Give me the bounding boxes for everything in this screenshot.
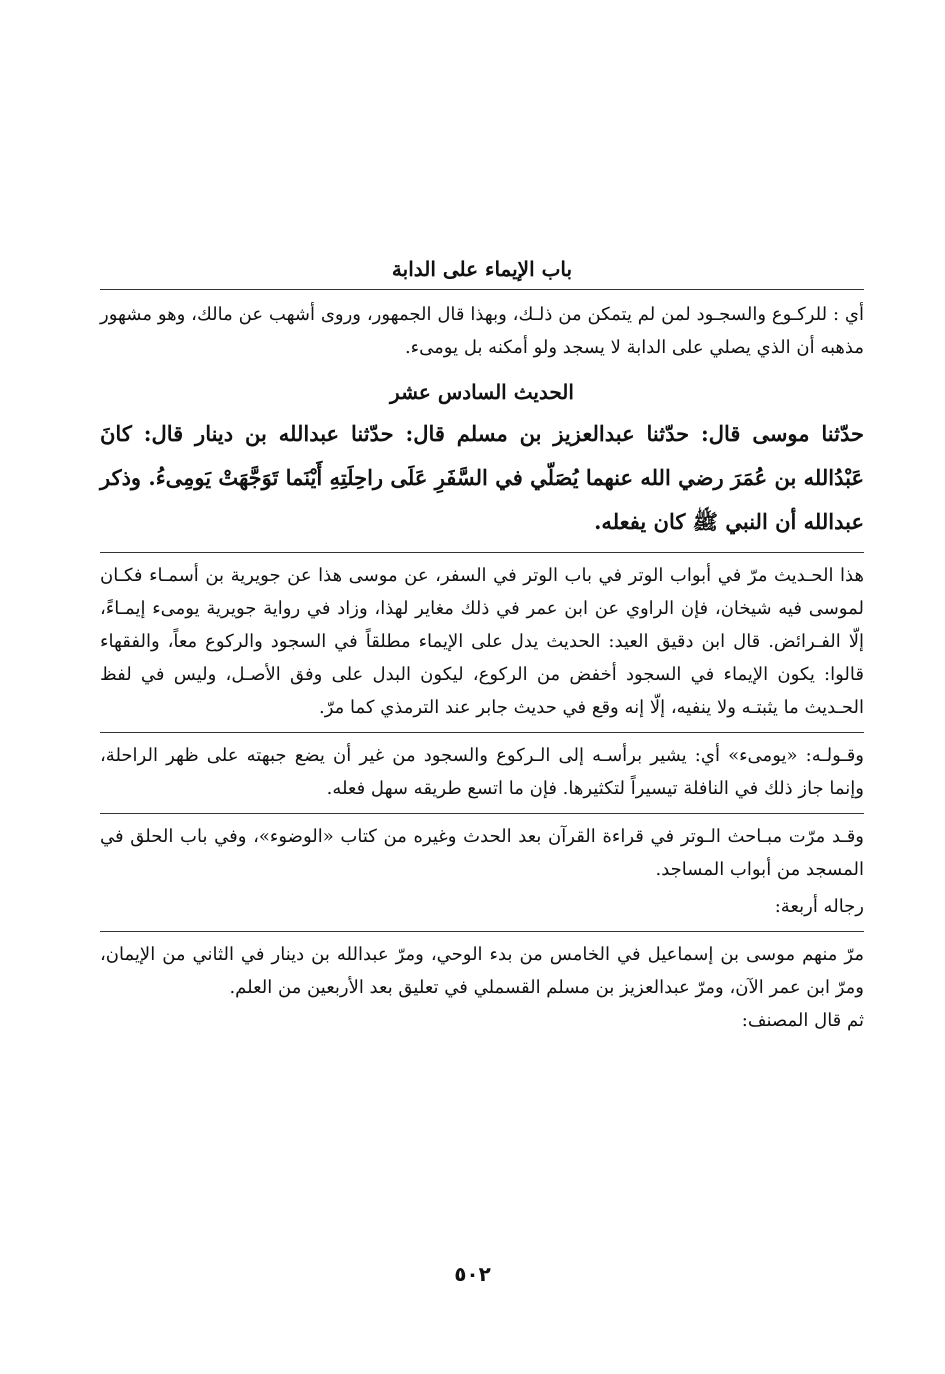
narrators-paragraph: مرّ منهم موسى بن إسماعيل في الخامس من بدء الوحي، ومرّ عبدالله بن دينار في الثاني من الإيمان، ومرّ ابن عمر الآن، ومرّ عبدالعزيز بن مسلم القسملي في تعليق بعد الأربعين من العلم. xyxy=(100,944,864,998)
page-number: ٥٠٢ xyxy=(454,1262,491,1286)
intro-paragraph: أي : للركـوع والسجـود لمن لم يتمكن من ذلـك، وبهذا قال الجمهور، وروى أشهب عن مالك، وهو مشهور مذهبه أن الذي يصلي على الدابة لا يسجد ولو أمكنه بل يومىء. xyxy=(100,304,864,358)
divider xyxy=(100,289,864,290)
narrators-heading: رجاله أربعة: xyxy=(774,896,864,917)
commentary-paragraph: وقـد مرّت مبـاحث الـوتر في قراءة القرآن بعد الحدث وغيره من كتاب «الوضوء»، وفي باب الحلق في المسجد من أبواب المساجد. xyxy=(100,826,864,880)
chapter-title: باب الإيماء على الدابة xyxy=(391,257,573,281)
hadith-heading: الحديث السادس عشر xyxy=(390,380,574,404)
commentary-paragraph: هذا الحـديث مرّ في أبواب الوتر في باب الوتر في السفر، عن موسى هذا عن جويرية بن أسمـاء فكـان لموسى فيه شيخان، فإن الراوي عن ابن عمر في ذلك مغاير لهذا، وزاد في رواية جويرية يومىء إيمـاءً، إلّا الفـرائض. قال ابن دقيق العيد: الحديث يدل على الإيماء مطلقاً في السجود والركوع معاً، والفقهاء قالوا: يكون الإيماء في السجود أخفض من الركوع، ليكون البدل على وفق الأصـل، وليس في لفظ الحـديث ما يثبتـه ولا ينفيه، إلّا إنه وقع في حديث جابر عند الترمذي كما مرّ. xyxy=(100,565,864,718)
page-body xyxy=(100,255,864,1037)
closing-line: ثم قال المصنف: xyxy=(741,1010,864,1031)
commentary-paragraph: وقـولـه: «يومىء» أي: يشير برأسـه إلى الـركوع والسجود من غير أن يضع جبهته على ظهر الراحلة، وإنما جاز ذلك في النافلة تيسيراً لتكثيرها. فإن ما اتسع طريقه سهل فعله. xyxy=(100,745,864,799)
divider xyxy=(100,931,864,932)
divider xyxy=(100,552,864,553)
divider xyxy=(100,732,864,733)
divider xyxy=(100,813,864,814)
hadith-text: حدّثنا موسى قال: حدّثنا عبدالعزيز بن مسلم قال: حدّثنا عبدالله بن دينار قال: كانَ عَبْدُالله بن عُمَرَ رضي الله عنهما يُصَلّي في السَّفَرِ عَلَى راحِلَتِهِ أَيْنَما تَوَجَّهَتْ يَومِىءُ. وذكر عبدالله أن النبي ﷺ كان يفعله. xyxy=(100,421,864,534)
